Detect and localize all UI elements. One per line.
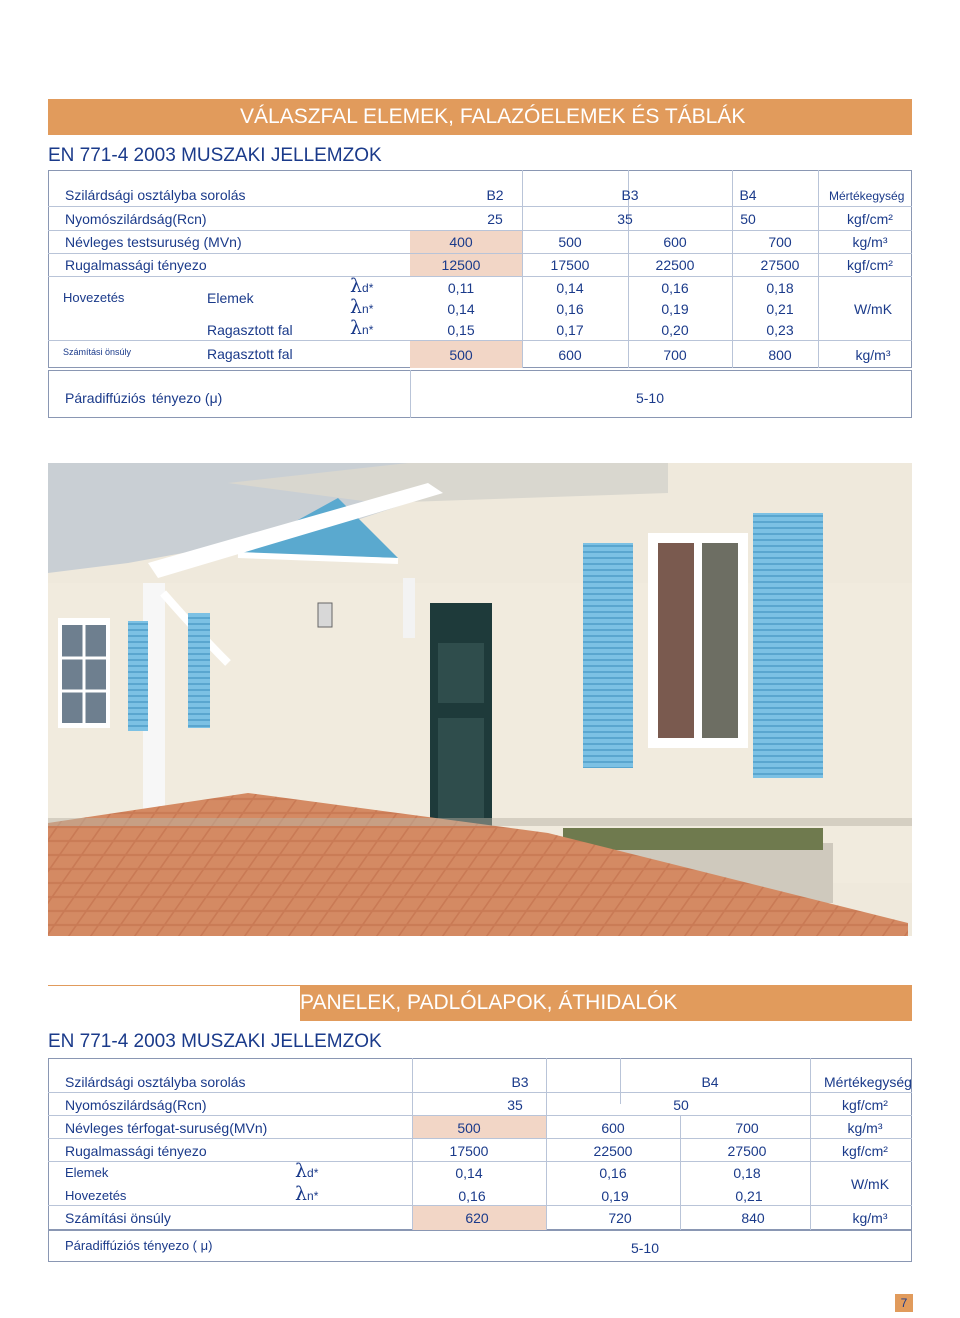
t2-nyomo-v1: 35 — [507, 1097, 523, 1113]
t1-nyomo-v1: 25 — [487, 211, 503, 227]
page-number: 7 — [895, 1294, 913, 1312]
t1-hove-unit: W/mK — [853, 301, 893, 317]
t2-rugalm-v2: 22500 — [593, 1143, 633, 1159]
t1-suruseg-v4: 700 — [768, 234, 792, 250]
t1-class-b2: B2 — [486, 187, 504, 203]
t1-suruseg-label: Névleges testsuruség (MVn) — [65, 234, 242, 250]
t1-ln-v2: 0,16 — [556, 301, 584, 317]
t1-ragasztott-label: Ragasztott fal — [207, 322, 293, 338]
t2-hove-unit: W/mK — [850, 1176, 890, 1192]
lambda-icon: λ — [350, 296, 363, 318]
section1-title: VÁLASZFAL ELEMEK, FALAZÓELEMEK ÉS TÁBLÁK — [240, 105, 746, 128]
t2-rugalm-v1: 17500 — [449, 1143, 489, 1159]
t1-rugalm-v4: 27500 — [760, 257, 800, 273]
t1-rugalm-label: Rugalmassági tényezo — [65, 257, 207, 273]
t1-class-b4: B4 — [739, 187, 757, 203]
t1-suruseg-v1: 400 — [449, 234, 473, 250]
t2-lambda-n: λn* — [295, 1183, 319, 1205]
t1-onsuly-label: Számítási önsúly — [63, 347, 132, 357]
t2-onsuly-v1: 620 — [465, 1210, 489, 1226]
t2-elemek-label: Elemek — [65, 1165, 109, 1180]
t2-suruseg-v3: 700 — [735, 1120, 759, 1136]
t1-onsuly-v1: 500 — [449, 347, 473, 363]
t1-onsuly-sublabel: Ragasztott fal — [207, 346, 293, 362]
t1-rugalm-v1: 12500 — [441, 257, 481, 273]
t1-suruseg-v2: 500 — [558, 234, 582, 250]
lambda-icon: λ — [295, 1160, 308, 1182]
t1-onsuly-v2: 600 — [558, 347, 582, 363]
t2-unit-header: Mértékegység — [824, 1074, 912, 1090]
t2-para-label: Páradiffúziós tényezo ( μ) — [65, 1238, 213, 1253]
t1-rugalm-v3: 22500 — [655, 257, 695, 273]
t2-elemek-v1: 0,14 — [455, 1165, 483, 1181]
t1-ln-v4: 0,21 — [766, 301, 794, 317]
t1-class-label: Szilárdsági osztályba sorolás — [65, 187, 246, 203]
lambda-icon: λ — [295, 1183, 308, 1205]
t2-onsuly-label: Számítási önsúly — [65, 1210, 171, 1226]
t1-nyomo-unit: kgf/cm² — [847, 211, 893, 227]
t1-onsuly-v3: 700 — [663, 347, 687, 363]
t1-ld-v2: 0,14 — [556, 280, 584, 296]
t1-hovezetes-label: Hovezetés — [63, 290, 125, 305]
t1-ld-v4: 0,18 — [766, 280, 794, 296]
t1-onsuly-unit: kg/m³ — [855, 347, 891, 363]
t1-nyomo-v3: 50 — [740, 211, 756, 227]
t2-nyomo-v2: 50 — [673, 1097, 689, 1113]
t1-suruseg-unit: kg/m³ — [852, 234, 888, 250]
t2-hove-v1: 0,16 — [458, 1188, 486, 1204]
t2-lambda-d: λd* — [295, 1160, 319, 1182]
t1-rugalm-unit: kgf/cm² — [847, 257, 893, 273]
t2-onsuly-unit: kg/m³ — [852, 1210, 888, 1226]
t1-onsuly-v4: 800 — [768, 347, 792, 363]
t1-rugalm-v2: 17500 — [550, 257, 590, 273]
t1-ln-v3: 0,19 — [661, 301, 689, 317]
t2-class-b4: B4 — [701, 1074, 719, 1090]
t2-suruseg-v1: 500 — [457, 1120, 481, 1136]
t1-ln2-v4: 0,23 — [766, 322, 794, 338]
t2-elemek-v2: 0,16 — [599, 1165, 627, 1181]
t2-suruseg-label: Névleges térfogat-suruség(MVn) — [65, 1120, 268, 1136]
lambda-icon: λ — [350, 275, 363, 297]
t1-para-label-b: tényezo (μ) — [152, 390, 223, 406]
lambda-icon: λ — [350, 317, 363, 339]
t2-hovezetes-label: Hovezetés — [65, 1188, 127, 1203]
t2-para-value: 5-10 — [630, 1240, 660, 1256]
t2-nyomo-label: Nyomószilárdság(Rcn) — [65, 1097, 207, 1113]
t2-nyomo-unit: kgf/cm² — [842, 1097, 888, 1113]
t1-lambda-n: λn* — [350, 296, 374, 318]
t2-elemek-v3: 0,18 — [733, 1165, 761, 1181]
t2-hove-v3: 0,21 — [735, 1188, 763, 1204]
t2-class-label: Szilárdsági osztályba sorolás — [65, 1074, 246, 1090]
t1-suruseg-v3: 600 — [663, 234, 687, 250]
t2-rugalm-unit: kgf/cm² — [842, 1143, 888, 1159]
t1-elemek-label: Elemek — [207, 290, 254, 306]
t2-class-b3: B3 — [511, 1074, 529, 1090]
t2-onsuly-v3: 840 — [741, 1210, 765, 1226]
t1-ln2-v3: 0,20 — [661, 322, 689, 338]
t1-para-value: 5-10 — [635, 390, 665, 406]
t2-rugalm-label: Rugalmassági tényezo — [65, 1143, 207, 1159]
t1-para-label-a: Páradiffúziós — [65, 390, 146, 406]
house-photo — [48, 463, 912, 936]
t1-ln2-v2: 0,17 — [556, 322, 584, 338]
t1-unit-header: Mértékegység — [829, 189, 905, 203]
t2-rugalm-v3: 27500 — [727, 1143, 767, 1159]
t1-nyomo-v2: 35 — [617, 211, 633, 227]
section2-title: PANELEK, PADLÓLAPOK, ÁTHIDALÓK — [300, 991, 678, 1014]
t2-onsuly-v2: 720 — [608, 1210, 632, 1226]
t1-ld-v3: 0,16 — [661, 280, 689, 296]
t2-hove-v2: 0,19 — [601, 1188, 629, 1204]
t2-suruseg-v2: 600 — [601, 1120, 625, 1136]
t1-ln2-v1: 0,15 — [447, 322, 475, 338]
t1-nyomo-label: Nyomószilárdság(Rcn) — [65, 211, 207, 227]
t1-lambda-d: λd* — [350, 275, 374, 297]
t2-suruseg-unit: kg/m³ — [847, 1120, 883, 1136]
t1-class-b3: B3 — [621, 187, 639, 203]
t1-lambda-n2: λn* — [350, 317, 374, 339]
t1-ld-v1: 0,11 — [447, 280, 475, 296]
t1-ln-v1: 0,14 — [447, 301, 475, 317]
section1-heading: EN 771-4 2003 MUSZAKI JELLEMZOK — [48, 145, 382, 166]
section2-heading: EN 771-4 2003 MUSZAKI JELLEMZOK — [48, 1031, 382, 1052]
